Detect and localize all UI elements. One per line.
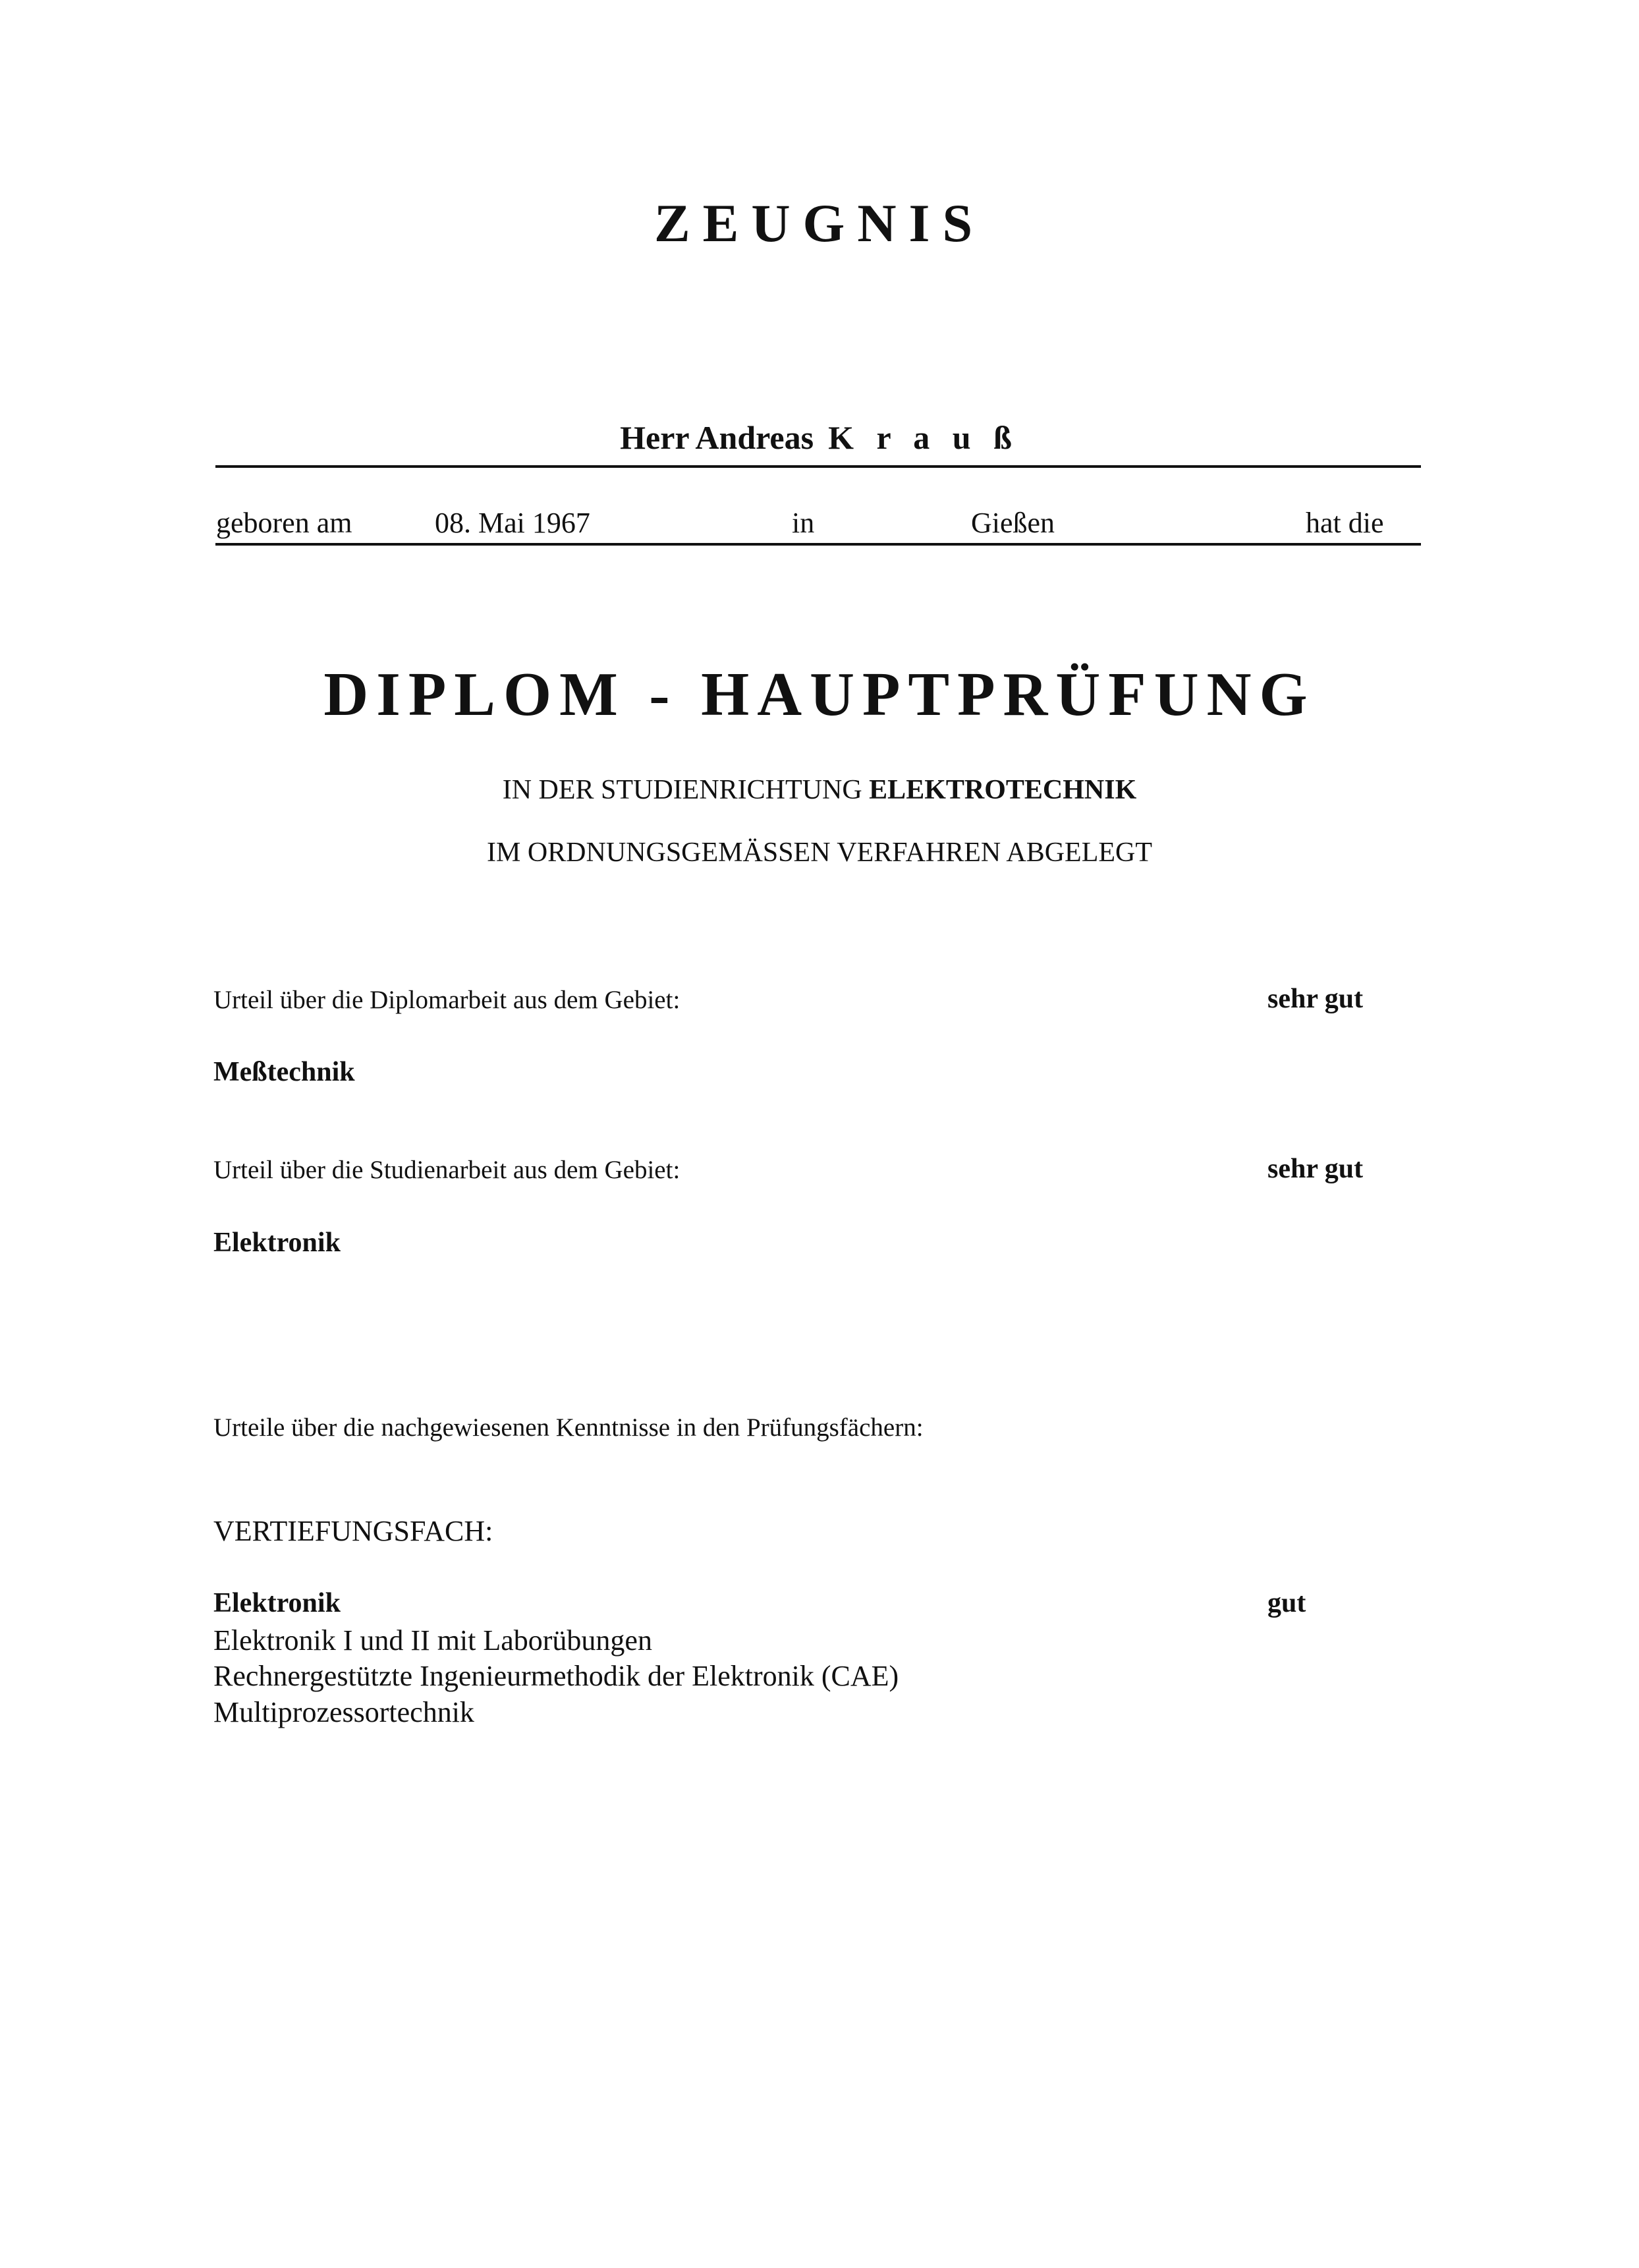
diplomarbeit-subject: Meßtechnik [213, 1057, 355, 1087]
course-item: Rechnergestützte Ingenieurmethodik der Elektronik (CAE) [213, 1660, 899, 1692]
exam-title: DIPLOM - HAUPTPRÜFUNG [323, 660, 1316, 729]
birth-underline [215, 543, 1421, 546]
birth-label: geboren am [216, 507, 352, 539]
course-item: Elektronik I und II mit Laborübungen [213, 1624, 652, 1657]
study-line-2: IM ORDNUNGSGEMÄSSEN VERFAHREN ABGELEGT [486, 837, 1152, 868]
name-underline [215, 465, 1421, 468]
holder-surname: K r a u ß [828, 419, 1019, 456]
birth-place: Gießen [971, 507, 1055, 539]
diplomarbeit-label: Urteil über die Diplomarbeit aus dem Gebiet: [213, 986, 681, 1014]
holder-first-name: Herr Andreas [620, 419, 814, 456]
birth-in-label: in [792, 507, 815, 539]
studienarbeit-label: Urteil über die Studienarbeit aus dem Gebiet: [213, 1156, 681, 1184]
certificate-title: ZEUGNIS [653, 193, 986, 253]
diplomarbeit-grade: sehr gut [1267, 984, 1364, 1014]
vertiefung-grade: gut [1267, 1588, 1306, 1618]
study-subject: ELEKTROTECHNIK [869, 775, 1137, 805]
knowledge-label: Urteile über die nachgewiesenen Kenntnisse in den Prüfungsfächern: [213, 1413, 924, 1442]
study-line-1 [0, 774, 1639, 806]
studienarbeit-grade: sehr gut [1267, 1154, 1364, 1184]
vertiefung-subject: Elektronik [213, 1588, 341, 1618]
birth-date: 08. Mai 1967 [435, 507, 590, 539]
vertiefung-label: VERTIEFUNGSFACH: [213, 1515, 493, 1547]
holder-name [0, 418, 1639, 457]
studienarbeit-subject: Elektronik [213, 1228, 341, 1258]
birth-suffix: hat die [1306, 507, 1384, 539]
course-item: Multiprozessortechnik [213, 1696, 474, 1728]
study-prefix: IN DER STUDIENRICHTUNG [502, 775, 870, 805]
